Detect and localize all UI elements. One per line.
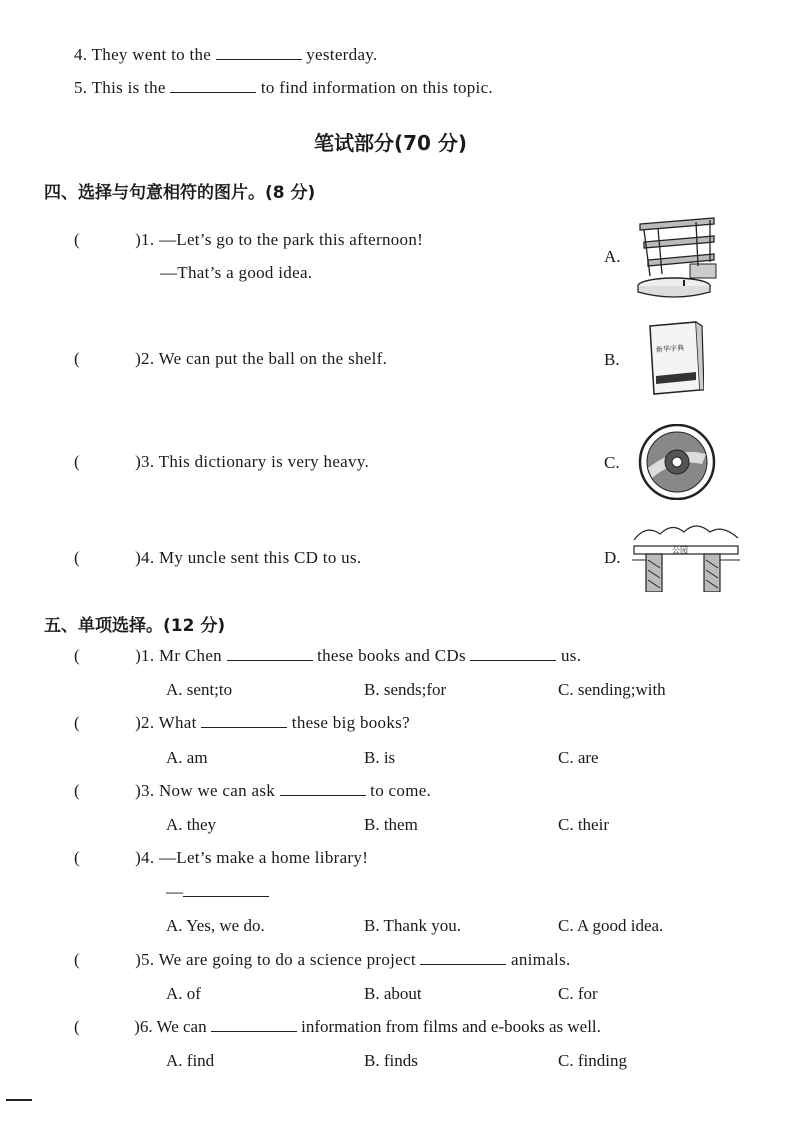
answer-blank[interactable] <box>183 882 269 897</box>
option-b[interactable]: B. about <box>364 984 422 1003</box>
option-c[interactable]: C. finding <box>558 1051 627 1070</box>
s4-question-4 <box>74 548 361 568</box>
picture-label-d: D. <box>604 548 621 567</box>
option-a[interactable]: A. they <box>166 815 217 834</box>
option-c[interactable]: C. their <box>558 815 609 834</box>
option-b[interactable]: B. finds <box>364 1051 418 1070</box>
park-gate-caption: 公园 <box>672 546 688 555</box>
dictionary-caption: 新华字典 <box>655 344 685 354</box>
s5-question-6 <box>74 1017 601 1037</box>
answer-blank[interactable] <box>170 78 256 93</box>
question-text: )5. We are going to do a science project <box>135 950 416 969</box>
question-text: )6. We can <box>134 1017 207 1036</box>
question-text: )3. Now we can ask <box>135 781 276 800</box>
picture-label-a: A. <box>604 247 621 266</box>
answer-blank[interactable] <box>216 45 302 60</box>
answer-blank[interactable] <box>470 646 556 661</box>
s5-question-4 <box>74 848 368 868</box>
answer-paren-open[interactable]: ( <box>74 646 80 665</box>
option-b[interactable]: B. sends;for <box>364 680 447 699</box>
question-text: )1. Mr Chen <box>135 646 222 665</box>
answer-paren-open[interactable]: ( <box>74 1017 80 1036</box>
s4-question-3 <box>74 452 369 472</box>
question-text: )2. We can put the ball on the shelf. <box>135 349 388 368</box>
answer-blank[interactable] <box>420 950 506 965</box>
answer-blank[interactable] <box>201 713 287 728</box>
option-a[interactable]: A. of <box>166 984 201 1003</box>
answer-paren-open[interactable]: ( <box>74 230 80 249</box>
option-c[interactable]: C. for <box>558 984 598 1003</box>
question-text: these big books? <box>291 713 410 732</box>
option-c[interactable]: C. are <box>558 748 599 767</box>
answer-paren-open[interactable]: ( <box>74 349 80 368</box>
question-text: 5. This is the <box>74 78 166 97</box>
option-b[interactable]: B. them <box>364 815 418 834</box>
s4-question-2 <box>74 349 387 369</box>
option-b[interactable]: B. is <box>364 748 396 767</box>
question-text: )4. My uncle sent this CD to us. <box>135 548 362 567</box>
s4-question-1-reply: —That’s a good idea. <box>160 263 313 282</box>
s5-question-4-reply <box>166 882 269 902</box>
s5-question-3 <box>74 781 431 801</box>
answer-paren-open[interactable]: ( <box>74 781 80 800</box>
page-footer-rule <box>6 1099 32 1101</box>
option-a[interactable]: A. am <box>166 748 208 767</box>
question-text: )2. What <box>135 713 197 732</box>
answer-paren-open[interactable]: ( <box>74 452 80 471</box>
answer-blank[interactable] <box>280 781 366 796</box>
top-question-4 <box>74 45 378 65</box>
question-text: 4. They went to the <box>74 45 212 64</box>
answer-blank[interactable] <box>227 646 313 661</box>
question-text: to find information on this topic. <box>260 78 493 97</box>
cd-icon[interactable] <box>636 424 718 500</box>
answer-paren-open[interactable]: ( <box>74 548 80 567</box>
option-b[interactable]: B. Thank you. <box>364 916 461 935</box>
s5-question-1 <box>74 646 581 666</box>
option-a[interactable]: A. find <box>166 1051 215 1070</box>
section-5-heading: 五、单项选择。(12 分) <box>44 616 226 636</box>
reply-dash: — <box>166 882 184 901</box>
shelf-icon[interactable] <box>634 214 720 300</box>
dictionary-icon[interactable] <box>642 320 704 396</box>
s5-question-5 <box>74 950 571 970</box>
s4-question-1 <box>74 230 423 250</box>
park-gate-icon[interactable] <box>632 520 740 592</box>
question-text: )1. —Let’s go to the park this afternoon! <box>135 230 424 249</box>
question-text: us. <box>561 646 582 665</box>
top-question-5 <box>74 78 493 98</box>
section-4-heading: 四、选择与句意相符的图片。(8 分) <box>44 183 316 203</box>
question-text: to come. <box>370 781 432 800</box>
answer-paren-open[interactable]: ( <box>74 713 80 732</box>
question-text: )4. —Let’s make a home library! <box>135 848 369 867</box>
option-c[interactable]: C. A good idea. <box>558 916 664 935</box>
question-text: information from films and e-books as well. <box>301 1017 601 1036</box>
written-part-title: 笔试部分(70 分) <box>314 131 468 155</box>
picture-label-c: C. <box>604 453 620 472</box>
s5-question-2 <box>74 713 410 733</box>
question-text: these books and CDs <box>317 646 466 665</box>
question-text: yesterday. <box>306 45 378 64</box>
answer-blank[interactable] <box>211 1017 297 1032</box>
answer-paren-open[interactable]: ( <box>74 950 80 969</box>
question-text: animals. <box>511 950 571 969</box>
picture-label-b: B. <box>604 350 620 369</box>
question-text: )3. This dictionary is very heavy. <box>135 452 370 471</box>
option-a[interactable]: A. Yes, we do. <box>166 916 265 935</box>
option-c[interactable]: C. sending;with <box>558 680 666 699</box>
option-a[interactable]: A. sent;to <box>166 680 233 699</box>
answer-paren-open[interactable]: ( <box>74 848 80 867</box>
